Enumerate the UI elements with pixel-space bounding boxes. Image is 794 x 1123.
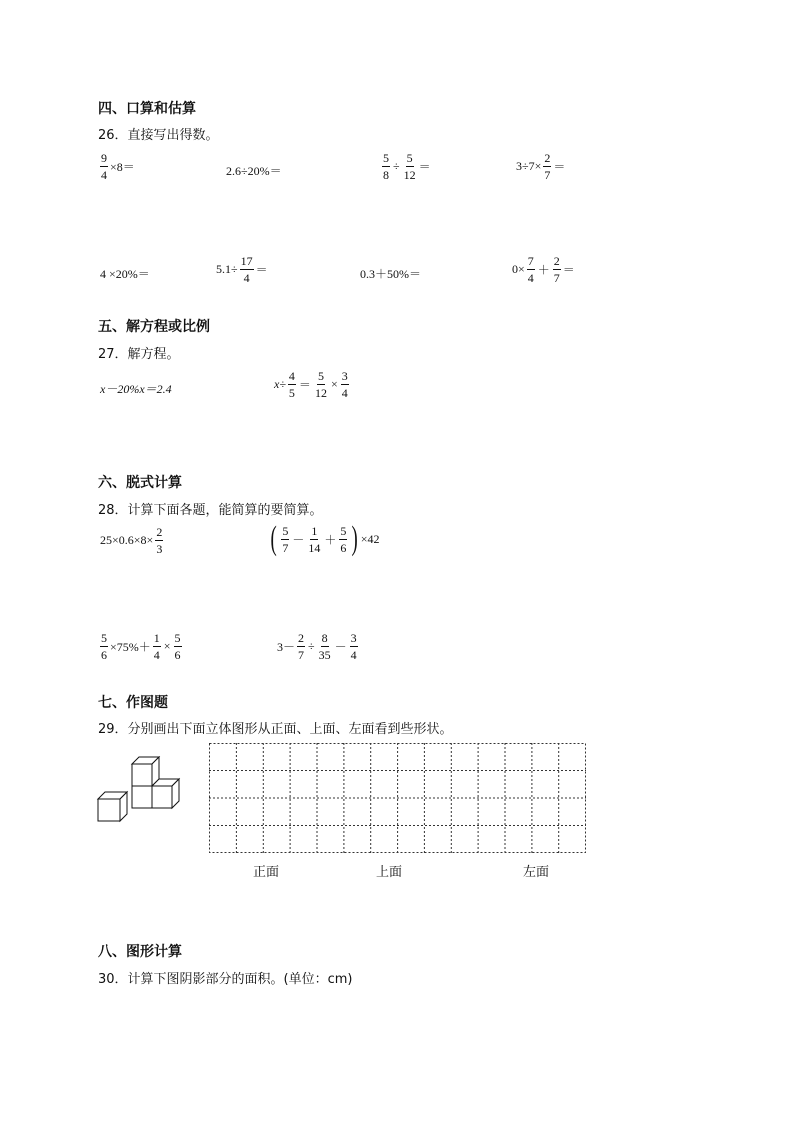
fraction: $\frac{3}{4}$ (341, 369, 348, 400)
section-heading-8: 八、图形计算 (98, 944, 182, 960)
right-paren: ) (351, 520, 359, 557)
question-28: 28．计算下面各题，能简算的要简算。 (98, 503, 323, 518)
question-29: 29．分别画出下面立体图形从正面、上面、左面看到些形状。 (98, 722, 453, 737)
section-heading-4: 四、口算和估算 (98, 101, 196, 117)
section-heading-7: 七、作图题 (98, 695, 168, 711)
grid-label-left: 左面 (523, 865, 550, 880)
fraction: $\frac{1}{14}$ (308, 523, 321, 555)
section-heading-6: 六、脱式计算 (98, 475, 182, 491)
fraction: $\frac{5}{8}$ (383, 151, 389, 182)
expr-26g: 0.3＋50%＝ (360, 267, 421, 281)
expr-28d: 3－ $\frac{2}{7}$ ÷ $\frac{8}{35}$ － $\frac{3}{4}$ (277, 631, 357, 662)
fraction: $\frac{5}{12}$ (403, 151, 416, 182)
expr-27a: x－20%x＝2.4 (100, 382, 172, 396)
expr-27b: x÷ $\frac{4}{5}$ ＝ $\frac{5}{12}$ × $\frac{3}{4}$ (274, 369, 348, 400)
fraction: $\frac{4}{5}$ (288, 369, 295, 400)
grid-label-top: 上面 (376, 865, 403, 880)
fraction: $\frac{5}{6}$ (174, 631, 181, 662)
fraction: $\frac{8}{35}$ (318, 631, 331, 662)
expr-26a: $\frac{9}{4}$ ×8＝ (101, 151, 135, 182)
fraction: $\frac{2}{7}$ (298, 631, 305, 662)
fraction: $\frac{5}{6}$ (340, 523, 347, 555)
expr-28a: 25×0.6×8× $\frac{2}{3}$ (100, 525, 163, 556)
fraction: $\frac{5}{12}$ (314, 369, 327, 400)
fraction: $\frac{2}{3}$ (156, 525, 163, 556)
expr-26d: 3÷7× $\frac{2}{7}$ ＝ (516, 151, 566, 182)
question-30: 30．计算下图阴影部分的面积。(单位：cm) (98, 972, 353, 987)
fraction: $\frac{7}{4}$ (527, 254, 534, 285)
fraction: $\frac{5}{7}$ (282, 523, 289, 555)
fraction: $\frac{3}{4}$ (350, 631, 357, 662)
question-26: 26．直接写出得数。 (98, 128, 219, 143)
section-heading-5: 五、解方程或比例 (98, 319, 210, 335)
fraction: $\frac{9}{4}$ (101, 151, 107, 182)
expr-26c: $\frac{5}{8}$ ÷ $\frac{5}{12}$ ＝ (383, 151, 431, 182)
dotted-drawing-grid[interactable] (209, 743, 587, 854)
fraction: $\frac{1}{4}$ (153, 631, 160, 662)
expr-28c: $\frac{5}{6}$ ×75%＋ $\frac{1}{4}$ × $\frac{5}{6}$ (101, 631, 181, 662)
fraction: $\frac{2}{7}$ (553, 254, 560, 285)
fraction: $\frac{2}{7}$ (544, 151, 551, 182)
expr-26e: 4 ×20%＝ (100, 267, 150, 281)
grid-label-front: 正面 (253, 865, 280, 880)
fraction: $\frac{17}{4}$ (240, 254, 253, 285)
fraction: $\frac{5}{6}$ (101, 631, 107, 662)
expr-26f: 5.1÷ $\frac{17}{4}$ ＝ (216, 254, 268, 285)
question-27: 27．解方程。 (98, 347, 180, 362)
expr-26h: 0× $\frac{7}{4}$ ＋ $\frac{2}{7}$ ＝ (512, 254, 575, 285)
left-paren: ( (270, 520, 277, 557)
expr-28b: ( $\frac{5}{7}$ － $\frac{1}{14}$ ＋ $\frac{5}{6}$ ) ×42 (270, 520, 380, 557)
expr-26b: 2.6÷20%＝ (226, 164, 282, 178)
cube-stack-figure (96, 756, 188, 824)
